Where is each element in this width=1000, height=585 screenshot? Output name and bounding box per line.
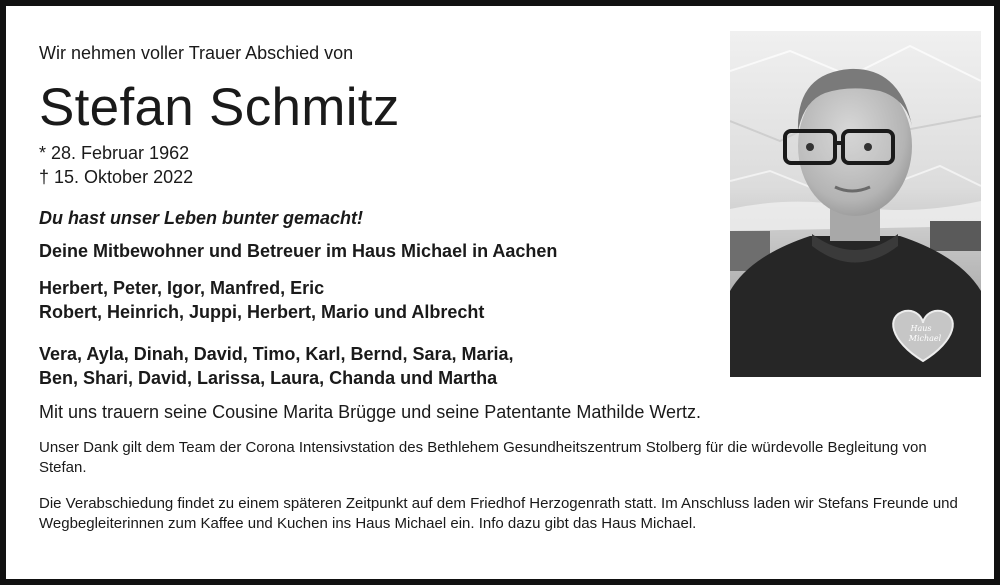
farewell-paragraph: Die Verabschiedung findet zu einem späteren Zeitpunkt auf dem Friedhof Herzogenrath statt. Im Anschluss laden wir Stefans Freunde und Wegbegleiterinnen zum Kaffee und Kuchen ins Haus Michael ein. Info dazu gibt das Haus Michael. [39, 495, 958, 532]
thanks-paragraph: Unser Dank gilt dem Team der Corona Intensivstation des Bethlehem Gesundheitszentrum Stolberg für die würdevolle Begleitung von Stefan. [39, 439, 927, 476]
names-line: Ben, Shari, David, Larissa, Laura, Chanda und Martha [39, 368, 498, 388]
deceased-name: Stefan Schmitz [39, 78, 400, 137]
memorial-quote: Du hast unser Leben bunter gemacht! [39, 208, 364, 228]
death-date: † 15. Oktober 2022 [39, 167, 194, 187]
birth-date: * 28. Februar 1962 [39, 143, 190, 163]
shirt-text: Haus [910, 324, 932, 333]
household-line: Deine Mitbewohner und Betreuer im Haus Michael in Aachen [39, 241, 558, 261]
intro-text: Wir nehmen voller Trauer Abschied von [39, 43, 354, 63]
staff-names [39, 342, 514, 390]
names-line: Vera, Ayla, Dinah, David, Timo, Karl, Bernd, Sara, Maria, [39, 344, 514, 364]
relatives-line: Mit uns trauern seine Cousine Marita Brügge und seine Patentante Mathilde Wertz. [39, 402, 702, 422]
names-line: Herbert, Peter, Igor, Manfred, Eric [39, 278, 325, 298]
names-line: Robert, Heinrich, Juppi, Herbert, Mario und Albrecht [39, 302, 485, 322]
shirt-text: Michael [908, 334, 942, 343]
residents-names [39, 276, 484, 324]
portrait-photo [730, 31, 981, 377]
life-dates [39, 141, 193, 189]
